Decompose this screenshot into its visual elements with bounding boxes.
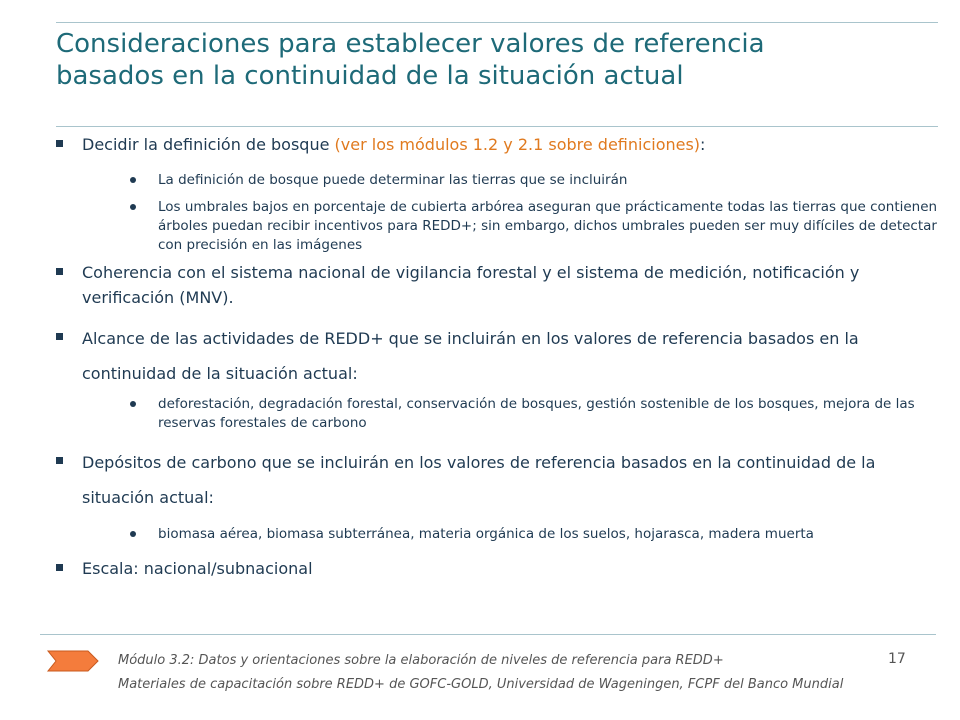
- top-rule: [56, 22, 938, 23]
- subitem-text: deforestación, degradación forestal, conservación de bosques, gestión sostenible de los bosques, mejora de las reservas forestales de carbono: [158, 396, 915, 431]
- bullet-activities-scope: [56, 321, 946, 391]
- bullet-forest-definition: [56, 132, 946, 157]
- bullet-text: Coherencia con el sistema nacional de vigilancia forestal y el sistema de medición, notificación y verificación (MNV).: [82, 263, 860, 307]
- sublist-forest-definition: [56, 171, 946, 255]
- dot-bullet-icon: [130, 204, 136, 210]
- square-bullet-icon: [56, 564, 63, 571]
- slide-title: [56, 28, 926, 92]
- subitem-text: biomasa aérea, biomasa subterránea, materia orgánica de los suelos, hojarasca, madera muerta: [158, 526, 814, 542]
- subitem-land-inclusion: [56, 171, 946, 190]
- bullet-list: [56, 132, 946, 581]
- footer-module-text: Módulo 3.2: Datos y orientaciones sobre la elaboración de niveles de referencia para REDD+: [118, 653, 724, 668]
- square-bullet-icon: [56, 457, 63, 464]
- sublist-activities: [56, 395, 946, 433]
- subitem-activities-list: [56, 395, 946, 433]
- bullet-carbon-pools: [56, 445, 946, 515]
- sublist-carbon-pools: [56, 525, 946, 544]
- dot-bullet-icon: [130, 531, 136, 537]
- bullet-text: Alcance de las actividades de REDD+ que se incluirán en los valores de referencia basados en la continuidad de la situación actual:: [82, 329, 859, 383]
- bullet-text: Depósitos de carbono que se incluirán en los valores de referencia basados en la continuidad de la situación actual:: [82, 453, 876, 507]
- footer-materials-text: Materiales de capacitación sobre REDD+ de GOFC-GOLD, Universidad de Wageningen, FCPF del Banco Mundial: [118, 677, 844, 692]
- subitem-low-thresholds: [56, 198, 946, 255]
- title-rule: [56, 126, 938, 127]
- bullet-scale: [56, 556, 946, 581]
- module-reference-highlight: (ver los módulos 1.2 y 2.1 sobre definiciones): [334, 135, 701, 154]
- square-bullet-icon: [56, 268, 63, 275]
- page-number: 17: [888, 651, 906, 667]
- bullet-coherence-mrv: [56, 260, 946, 310]
- subitem-text: Los umbrales bajos en porcentaje de cubierta arbórea aseguran que prácticamente todas las tierras que contienen árboles puedan recibir incentivos para REDD+; sin embargo, dichos umbrales pueden ser muy difíciles de detectar con precisión en las imágenes: [158, 199, 938, 253]
- bullet-text: Decidir la definición de bosque: [82, 135, 335, 154]
- footer-rule: [40, 634, 936, 635]
- slide-title-line-2: basados en la continuidad de la situación actual: [56, 61, 684, 91]
- square-bullet-icon: [56, 140, 63, 147]
- subitem-carbon-pools-list: [56, 525, 946, 544]
- dot-bullet-icon: [130, 401, 136, 407]
- slide-title-line-1: Consideraciones para establecer valores de referencia: [56, 29, 765, 59]
- subitem-text: La definición de bosque puede determinar las tierras que se incluirán: [158, 172, 628, 188]
- chevron-arrow-icon: [46, 649, 100, 673]
- square-bullet-icon: [56, 333, 63, 340]
- bullet-suffix: :: [700, 135, 706, 154]
- bullet-text: Escala: nacional/subnacional: [82, 559, 313, 578]
- dot-bullet-icon: [130, 177, 136, 183]
